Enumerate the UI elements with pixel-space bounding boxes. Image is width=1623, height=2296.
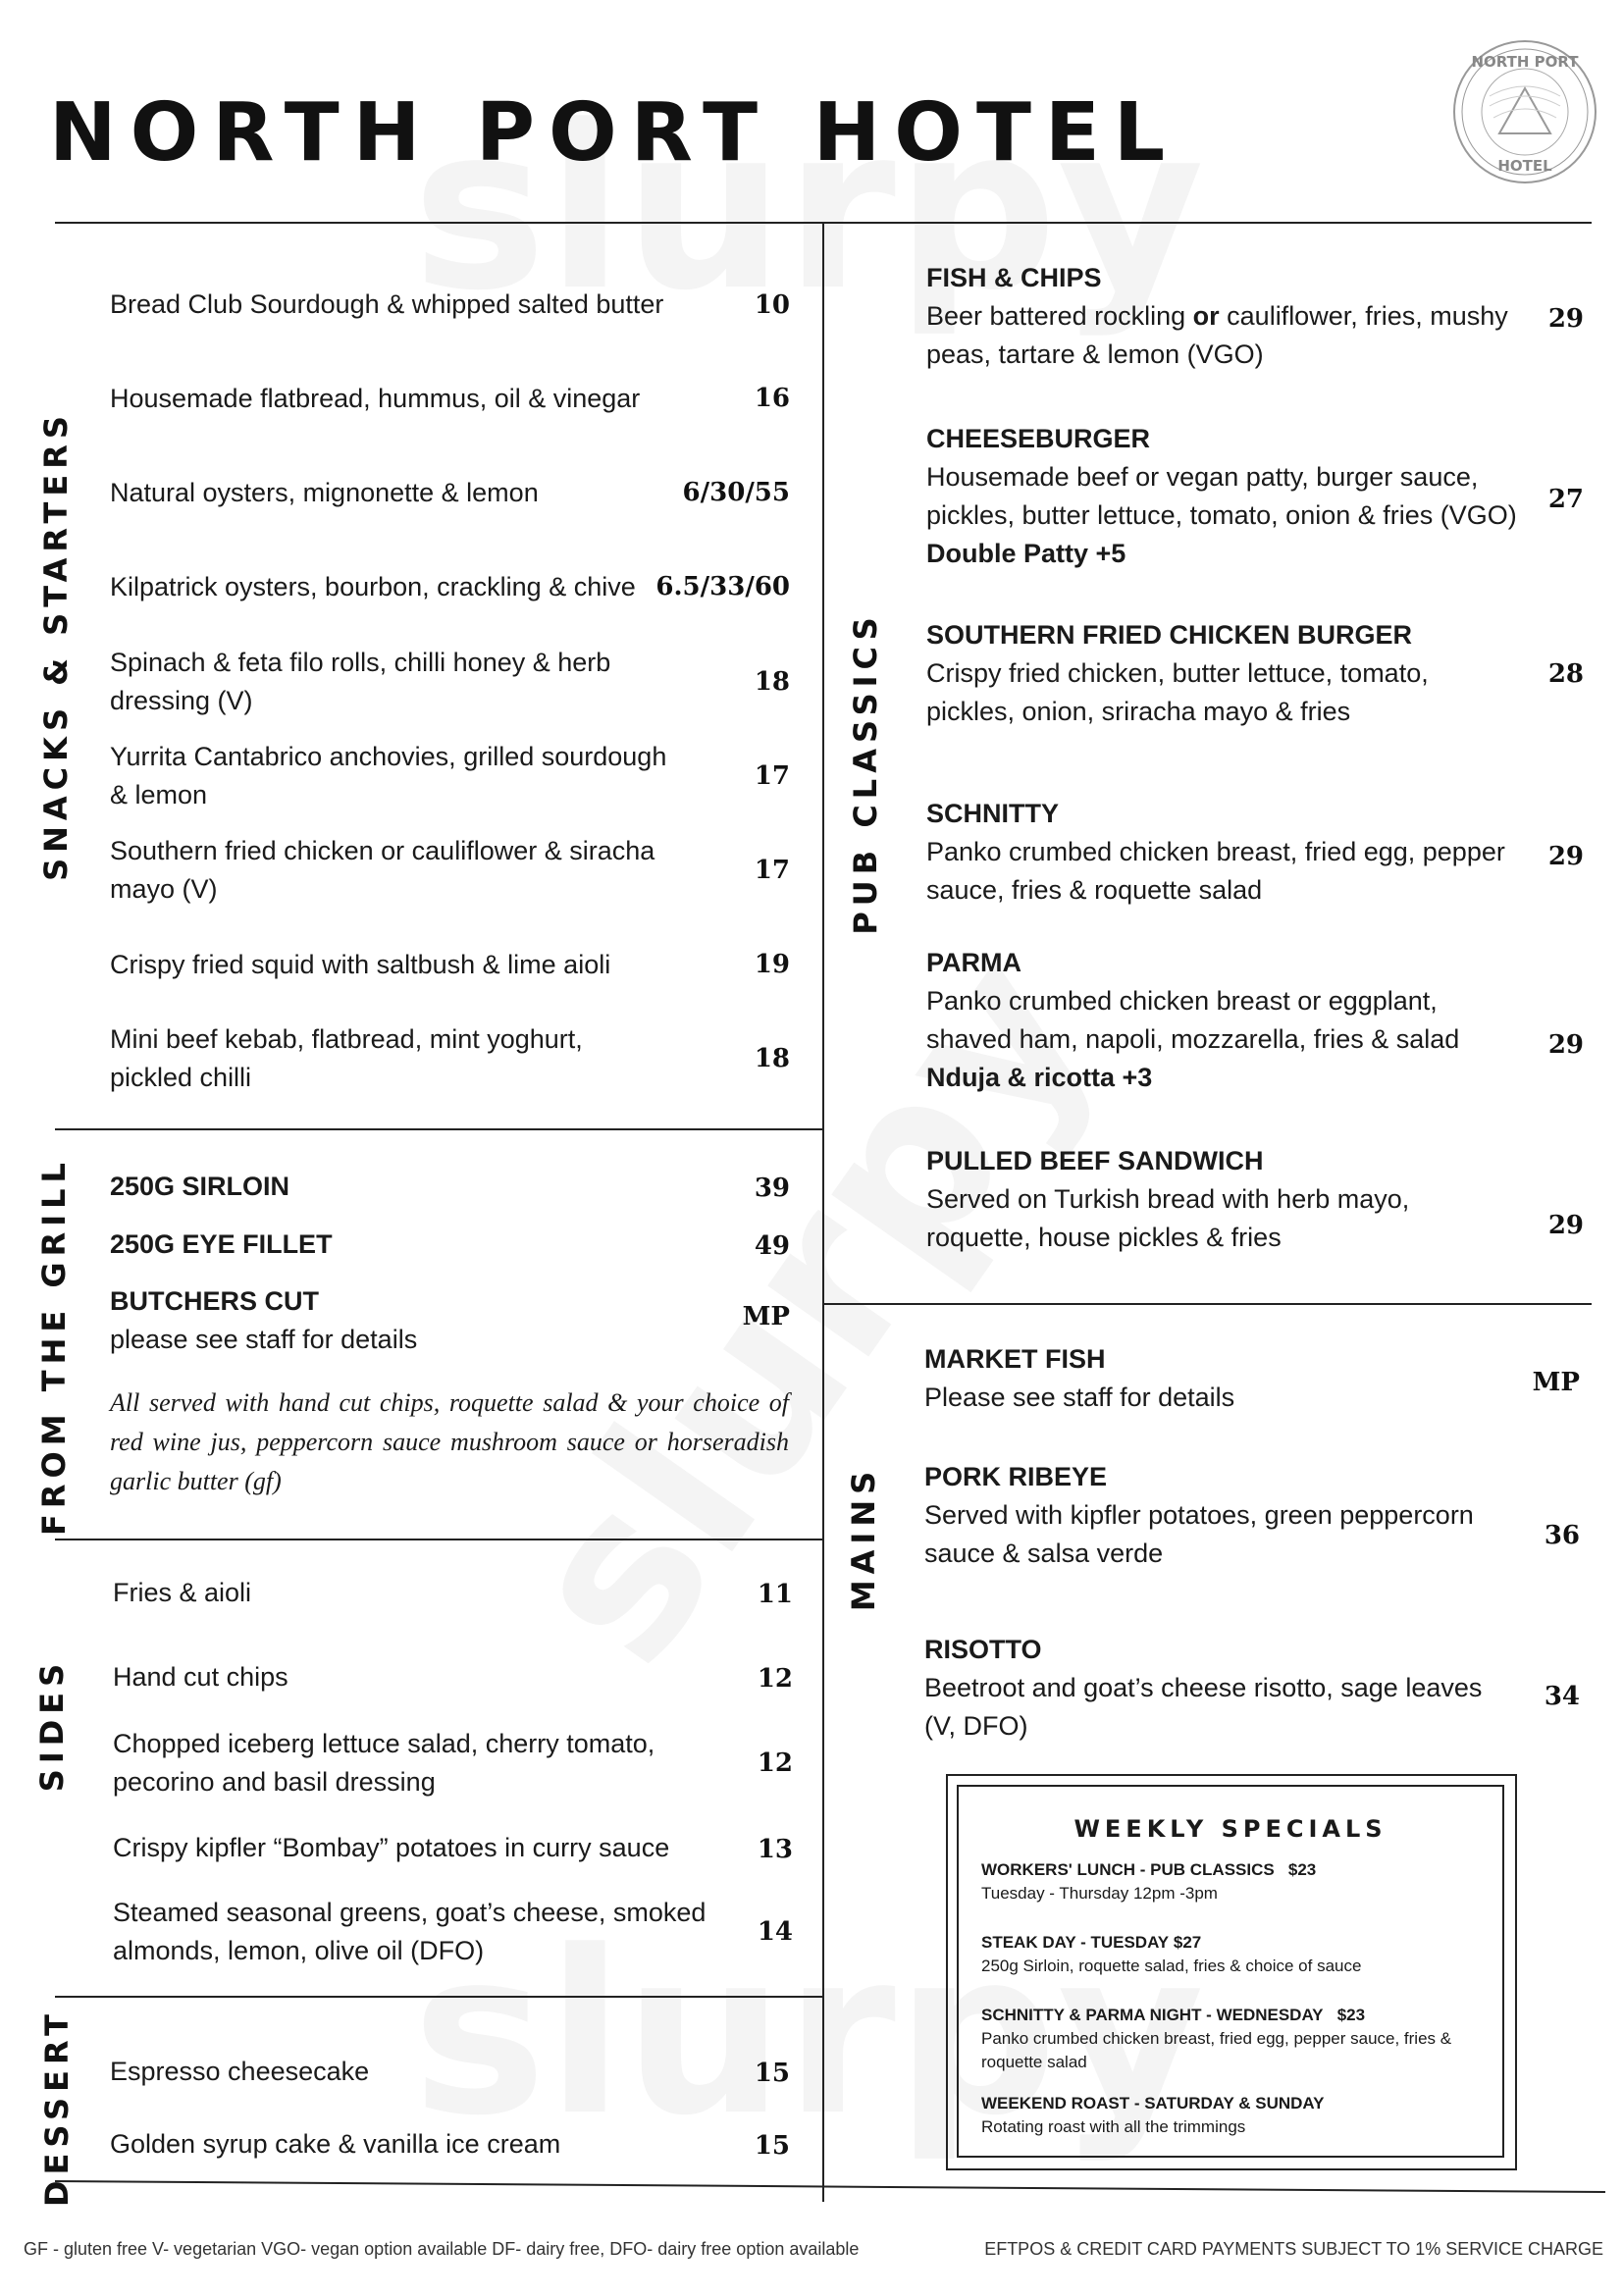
item-name: 250G SIRLOIN	[110, 1172, 290, 1201]
item-description: Chopped iceberg lettuce salad, cherry tomato, pecorino and basil dressing	[113, 1729, 655, 1797]
divider-pub-mains	[824, 1303, 1592, 1305]
item-description: Served on Turkish bread with herb mayo, roquette, house pickles & fries	[926, 1184, 1410, 1252]
item-name: SOUTHERN FRIED CHICKEN BURGER	[926, 620, 1413, 650]
menu-item	[110, 2053, 699, 2091]
item-description: Crispy kipfler “Bombay” potatoes in curry sauce	[113, 1833, 670, 1862]
dietary-legend: GF - gluten free V- vegetarian VGO- vegan option available DF- dairy free, DFO- dairy free option available	[24, 2239, 860, 2259]
item-price: 34	[1544, 1682, 1580, 1711]
item-price: 6.5/33/60	[655, 572, 790, 601]
logo-text-top: NORTH PORT	[1471, 53, 1579, 71]
item-price: 13	[757, 1835, 793, 1864]
menu-item	[110, 1020, 659, 1097]
menu-item	[113, 1894, 721, 1970]
special-heading: WORKERS' LUNCH - PUB CLASSICS	[981, 1860, 1275, 1879]
menu-item	[113, 1829, 721, 1867]
item-description: Panko crumbed chicken breast, fried egg, pepper sauce, fries & roquette salad	[926, 837, 1505, 905]
item-name: PORK RIBEYE	[924, 1462, 1108, 1491]
logo-text-bottom: HOTEL	[1497, 157, 1552, 175]
item-description: Yurrita Cantabrico anchovies, grilled sourdough & lemon	[110, 742, 667, 809]
item-price: 29	[1547, 1211, 1584, 1240]
item-price: 12	[757, 1748, 793, 1778]
item-description: Hand cut chips	[113, 1662, 288, 1692]
item-description: Steamed seasonal greens, goat’s cheese, smoked almonds, lemon, olive oil (DFO)	[113, 1898, 707, 1965]
item-price: 29	[1547, 304, 1584, 334]
menu-item	[110, 380, 699, 418]
item-price: 28	[1547, 659, 1584, 689]
menu-item	[924, 1458, 1513, 1573]
item-description: Panko crumbed chicken breast or eggplant, shaved ham, napoli, mozzarella, fries & salad	[926, 986, 1460, 1054]
menu-item	[110, 474, 679, 512]
item-name: 250G EYE FILLET	[110, 1229, 333, 1259]
item-name: RISOTTO	[924, 1635, 1042, 1664]
item-description: Housemade flatbread, hummus, oil & vinegar	[110, 384, 641, 413]
menu-item	[926, 944, 1515, 1097]
item-price: 39	[754, 1174, 790, 1203]
special-heading: STEAK DAY - TUESDAY	[981, 1933, 1170, 1952]
item-description: Crispy fried squid with saltbush & lime aioli	[110, 950, 611, 979]
item-description: Beetroot and goat’s cheese risotto, sage leaves (V, DFO)	[924, 1673, 1483, 1741]
item-price: 15	[754, 2131, 790, 2161]
item-name: SCHNITTY	[926, 799, 1059, 828]
item-description: Crispy fried chicken, butter lettuce, tomato, pickles, onion, sriracha mayo & fries	[926, 658, 1429, 726]
special-item	[981, 2092, 1482, 2139]
section-label-mains: MAINS	[845, 1465, 882, 1612]
menu-item	[110, 1282, 699, 1359]
item-description: Kilpatrick oysters, bourbon, crackling & chive	[110, 572, 636, 601]
item-price: 17	[754, 856, 790, 885]
specials-title: WEEKLY SPECIALS	[1073, 1815, 1387, 1843]
menu-item	[113, 1658, 702, 1696]
payment-notice: EFTPOS & CREDIT CARD PAYMENTS SUBJECT TO 1% SERVICE CHARGE	[984, 2239, 1603, 2259]
item-price: 19	[754, 950, 790, 979]
item-description: Golden syrup cake & vanilla ice cream	[110, 2129, 561, 2159]
grill-note: All served with hand cut chips, roquette salad & your choice of red wine jus, peppercorn sauce mushroom sauce or horseradish garlic butter (gf)	[110, 1388, 789, 1495]
item-description: Housemade beef or vegan patty, burger sauce, pickles, butter lettuce, tomato, onion & fries (VGO)	[926, 462, 1517, 530]
divider-grill-sides	[55, 1539, 822, 1540]
divider-snacks-grill	[55, 1128, 822, 1130]
special-detail: Panko crumbed chicken breast, fried egg, pepper sauce, fries & roquette salad	[981, 2029, 1452, 2071]
menu-item	[110, 568, 679, 606]
item-description: Southern fried chicken or cauliflower & siracha mayo (V)	[110, 836, 655, 904]
item-price: 49	[754, 1231, 790, 1261]
special-price: $23	[1336, 2006, 1366, 2024]
item-description: Natural oysters, mignonette & lemon	[110, 478, 539, 507]
item-description: please see staff for details	[110, 1325, 418, 1354]
item-description: Bread Club Sourdough & whipped salted butter	[110, 289, 664, 319]
center-divider	[822, 222, 824, 2202]
item-price: 17	[754, 761, 790, 791]
menu-item	[110, 644, 679, 720]
item-name: FISH & CHIPS	[926, 263, 1102, 292]
item-addon: Nduja & ricotta +3	[926, 1063, 1153, 1092]
special-heading: WEEKEND ROAST - SATURDAY & SUNDAY	[981, 2094, 1325, 2113]
item-price: 18	[754, 1044, 790, 1073]
item-price: 16	[754, 384, 790, 413]
menu-item	[113, 1725, 702, 1801]
item-price: 14	[757, 1917, 793, 1947]
special-heading: SCHNITTY & PARMA NIGHT - WEDNESDAY	[981, 2006, 1324, 2024]
menu-item	[110, 738, 679, 814]
menu-item	[924, 1340, 1493, 1417]
menu-item	[110, 2125, 699, 2164]
menu-item	[110, 1168, 699, 1206]
menu-item	[926, 1142, 1495, 1257]
item-price: 18	[754, 667, 790, 697]
section-label-pub: PUB CLASSICS	[847, 611, 884, 935]
menu-item	[926, 259, 1535, 374]
item-price: 11	[757, 1580, 793, 1609]
menu-item	[926, 616, 1495, 731]
item-name: CHEESEBURGER	[926, 424, 1151, 453]
item-name: PULLED BEEF SANDWICH	[926, 1146, 1264, 1175]
menu-item	[113, 1574, 702, 1612]
item-description: Espresso cheesecake	[110, 2057, 370, 2086]
item-addon: Double Patty +5	[926, 539, 1126, 568]
special-item	[981, 2004, 1482, 2074]
item-price: 29	[1547, 1030, 1584, 1060]
menu-item	[110, 1226, 699, 1264]
item-price: 15	[754, 2059, 790, 2088]
section-label-dessert: DESSERT	[38, 2009, 76, 2207]
item-name: PARMA	[926, 948, 1021, 977]
item-price: 12	[757, 1664, 793, 1694]
special-item	[981, 1931, 1482, 1978]
item-price: 36	[1544, 1521, 1580, 1550]
special-detail: Tuesday - Thursday 12pm -3pm	[981, 1884, 1218, 1903]
special-item	[981, 1858, 1482, 1905]
menu-item	[110, 286, 699, 324]
item-name: BUTCHERS CUT	[110, 1286, 319, 1316]
item-description: Beer battered rockling or cauliflower, fries, mushy peas, tartare & lemon (VGO)	[926, 301, 1508, 369]
special-price: $27	[1173, 1933, 1202, 1952]
menu-item	[110, 946, 699, 984]
special-price: $23	[1287, 1860, 1317, 1879]
divider-sides-dessert	[55, 1996, 822, 1998]
item-price: 27	[1547, 485, 1584, 514]
section-label-grill: FROM THE GRILL	[35, 1157, 73, 1536]
item-price: 29	[1547, 842, 1584, 871]
item-description: Please see staff for details	[924, 1383, 1235, 1412]
item-name: MARKET FISH	[924, 1344, 1106, 1374]
section-label-snacks: SNACKS & STARTERS	[37, 410, 75, 881]
item-price: MP	[742, 1302, 790, 1331]
special-detail: 250g Sirloin, roquette salad, fries & choice of sauce	[981, 1957, 1362, 1975]
item-price: 6/30/55	[682, 478, 790, 507]
item-price: 10	[754, 290, 790, 320]
menu-item	[926, 420, 1554, 573]
section-label-sides: SIDES	[33, 1657, 71, 1793]
item-description: Mini beef kebab, flatbread, mint yoghurt, pickled chilli	[110, 1024, 583, 1092]
special-detail: Rotating roast with all the trimmings	[981, 2117, 1246, 2136]
menu-item	[924, 1631, 1513, 1746]
page-title: NORTH PORT HOTEL	[49, 86, 1179, 180]
menu-item	[926, 795, 1535, 910]
item-description: Spinach & feta filo rolls, chilli honey & herb dressing (V)	[110, 648, 611, 715]
item-description: Fries & aioli	[113, 1578, 252, 1607]
bottom-rule	[55, 2180, 1605, 2193]
menu-item	[110, 832, 679, 909]
item-price: MP	[1532, 1368, 1580, 1397]
hotel-logo-icon	[1450, 37, 1599, 186]
item-description: Served with kipfler potatoes, green peppercorn sauce & salsa verde	[924, 1500, 1474, 1568]
